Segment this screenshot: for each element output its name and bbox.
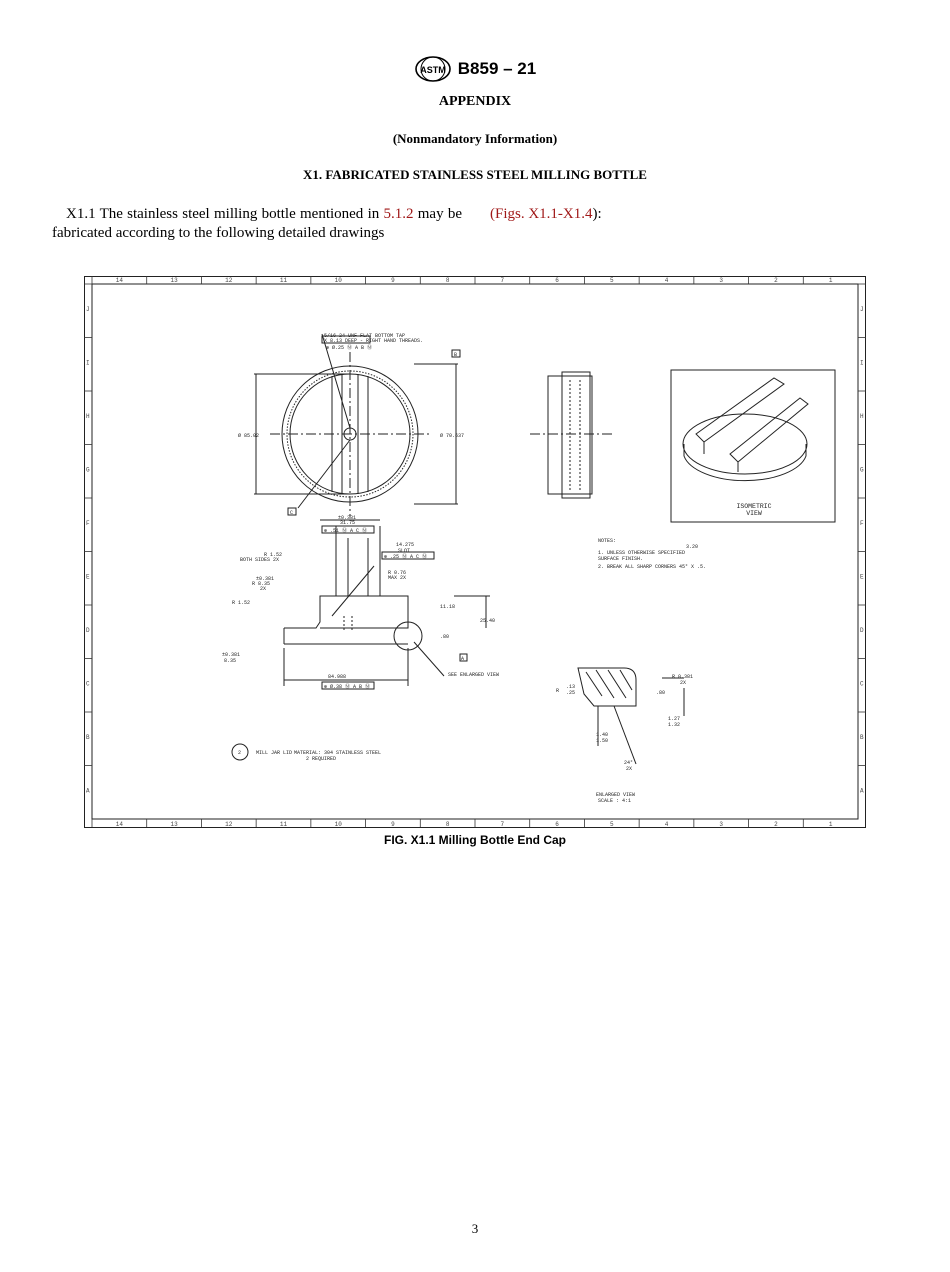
paragraph-rest: may be fabricated according to the following detailed drawings [52, 206, 462, 241]
column-label-bottom-7: 7 [500, 821, 505, 828]
item-material: MATERIAL: 304 STAINLESS STEEL [294, 750, 382, 756]
enl-150: 1.50 [596, 738, 609, 744]
row-label-right-C: C [860, 680, 864, 688]
nonmandatory-label: (Nonmandatory Information) [392, 131, 558, 146]
row-label-right-A: A [860, 787, 864, 795]
enl-r038-2x: 2X [680, 680, 687, 686]
row-label-right-F: F [860, 519, 864, 527]
row-label-right-G: G [860, 466, 864, 474]
note-1a: 1. UNLESS OTHERWISE SPECIFIED [598, 550, 686, 556]
paragraph-x1-1 [52, 205, 462, 243]
column-label-top-7: 7 [500, 277, 505, 284]
figure-caption: FIG. X1.1 Milling Bottle End Cap [383, 833, 566, 847]
column-label-bottom-10: 10 [334, 821, 342, 828]
column-label-bottom-13: 13 [170, 821, 178, 828]
enl-ang-2x: 2X [626, 766, 633, 772]
enl-r: R [556, 688, 560, 694]
column-label-bottom-5: 5 [609, 821, 614, 828]
isometric-view [671, 370, 835, 522]
slot-dim: 14.275 [396, 542, 415, 548]
dia-left: Ø 85.02 [238, 433, 260, 439]
standard-designation: B859 – 21 [457, 59, 537, 78]
item-qty: 2 REQUIRED [306, 756, 337, 762]
notes-title: NOTES: [598, 538, 617, 544]
r152: R 1.52 [232, 600, 251, 606]
drawing-inner-border [92, 284, 858, 819]
left-dim: 8.35 [224, 658, 237, 664]
bottom-dim: 84.988 [328, 674, 347, 680]
row-label-left-J: J [86, 305, 90, 313]
column-label-bottom-8: 8 [445, 821, 450, 828]
row-label-left-E: E [86, 573, 90, 581]
slot-fcf: ⊕ .25 Ⓜ A C Ⓜ [384, 554, 428, 560]
enl-r-tol2: .25 [566, 690, 576, 696]
item-name: MILL JAR LID [256, 750, 293, 756]
dia-right: Ø 70.637 [440, 433, 465, 439]
fcf-slot: ⊕ .51 Ⓜ A C Ⓜ [324, 528, 368, 534]
column-label-top-12: 12 [225, 277, 233, 284]
row-label-right-D: D [860, 626, 864, 634]
datum-b: B [454, 352, 458, 358]
ref-5-1-2-link[interactable]: 5.1.2 [383, 206, 414, 222]
row-label-right-H: H [860, 412, 864, 420]
row-label-left-C: C [86, 680, 90, 688]
column-label-bottom-14: 14 [115, 821, 123, 828]
close-paren: ): [592, 206, 602, 222]
row-label-left-G: G [86, 466, 90, 474]
enl-r038: R 0.381 [672, 674, 694, 680]
enl-80: .80 [656, 690, 666, 696]
appendix-title: APPENDIX [438, 94, 512, 109]
column-label-bottom-3: 3 [719, 821, 724, 828]
iso-label-1: ISOMETRIC [736, 503, 772, 510]
bottom-fcf: ⊕ Ø.38 Ⓜ A B Ⓜ [324, 684, 371, 690]
section-view [284, 520, 490, 689]
surface-80: .80 [440, 634, 450, 640]
column-label-bottom-12: 12 [225, 821, 233, 828]
slot-label: SLOT [398, 548, 411, 554]
top-note-1: 5/16-24 UNF FLAT BOTTOM TAP [324, 333, 406, 339]
row-label-left-I: I [86, 359, 90, 367]
r152-both: R 1.52 [264, 552, 283, 558]
dim-3175: 31.75 [340, 520, 356, 526]
left-tol: ±0.381 [222, 652, 241, 658]
enl-ang: 24° [624, 760, 634, 766]
column-label-top-13: 13 [170, 277, 178, 284]
row-label-left-F: F [86, 519, 90, 527]
note-2: 2. BREAK ALL SHARP CORNERS 45° X .5. [598, 564, 707, 570]
row-label-left-A: A [86, 787, 90, 795]
enl-132: 1.32 [668, 722, 681, 728]
engineering-drawing [84, 276, 866, 828]
column-label-bottom-2: 2 [774, 821, 778, 828]
column-label-top-3: 3 [719, 277, 724, 284]
paragraph-figs-ref [490, 205, 602, 224]
see-enlarged: SEE ENLARGED VIEW [448, 672, 500, 678]
row-label-right-E: E [860, 573, 864, 581]
column-label-top-5: 5 [609, 277, 614, 284]
datum-c: C [290, 510, 294, 516]
r035-2x: 2X [260, 586, 267, 592]
top-fcf: ⊕ Ø.25 Ⓜ A B Ⓜ [326, 345, 373, 351]
section-title: X1. FABRICATED STAINLESS STEEL MILLING BOTTLE [303, 167, 647, 182]
r076: R 0.76 [388, 570, 407, 576]
enl-scale: SCALE : 4:1 [598, 798, 632, 804]
open-paren: ( [490, 206, 495, 222]
column-label-bottom-1: 1 [828, 821, 833, 828]
datum-a: A [461, 656, 465, 662]
row-label-right-J: J [860, 305, 864, 313]
column-label-top-8: 8 [445, 277, 450, 284]
row-label-right-B: B [860, 733, 864, 741]
enl-title: ENLARGED VIEW [596, 792, 636, 798]
column-label-top-4: 4 [664, 277, 669, 284]
column-label-top-1: 1 [828, 277, 833, 284]
item-no: 2 [238, 750, 242, 756]
column-label-bottom-6: 6 [555, 821, 559, 828]
dim-3175-tol: ±0.381 [338, 515, 357, 521]
column-label-top-9: 9 [391, 277, 395, 284]
column-label-top-11: 11 [279, 277, 288, 284]
r035: R 8.35 [252, 581, 271, 587]
column-label-bottom-4: 4 [664, 821, 669, 828]
dim-1118: 11.18 [440, 604, 456, 610]
ref-figs-link[interactable]: Figs. X1.1-X1.4 [495, 206, 593, 222]
r076-max: MAX 2X [388, 575, 407, 581]
row-label-left-B: B [86, 733, 90, 741]
r035-tol: ±0.381 [256, 576, 275, 582]
side-view [530, 372, 614, 498]
row-label-right-I: I [860, 359, 864, 367]
column-label-bottom-9: 9 [391, 821, 395, 828]
document-header [0, 56, 950, 87]
enl-127: 1.27 [668, 716, 681, 722]
top-note-2: X 8.13 DEEP - RIGHT HAND THREADS. [324, 338, 424, 344]
enl-140: 1.40 [596, 732, 609, 738]
column-label-top-14: 14 [115, 277, 123, 284]
drawing-outer-border [85, 277, 866, 828]
logo-text: ASTM [420, 65, 446, 75]
column-label-top-2: 2 [774, 277, 778, 284]
note-1b: SURFACE FINISH. [598, 556, 644, 562]
front-view [254, 334, 460, 516]
row-label-left-D: D [86, 626, 90, 634]
enl-r-tol1: .13 [566, 684, 576, 690]
paragraph-lead: X1.1 The stainless steel milling bottle mentioned in [66, 206, 384, 222]
astm-logo-icon [414, 56, 452, 82]
column-label-top-10: 10 [334, 277, 342, 284]
column-label-top-6: 6 [555, 277, 559, 284]
finish-val: 3.20 [686, 544, 699, 550]
iso-label-2: VIEW [746, 510, 762, 517]
column-label-bottom-11: 11 [279, 821, 288, 828]
row-label-left-H: H [86, 412, 90, 420]
dim-2540: 25.40 [480, 618, 496, 624]
both-sides: BOTH SIDES 2X [240, 557, 280, 563]
page-number: 3 [471, 1221, 479, 1236]
